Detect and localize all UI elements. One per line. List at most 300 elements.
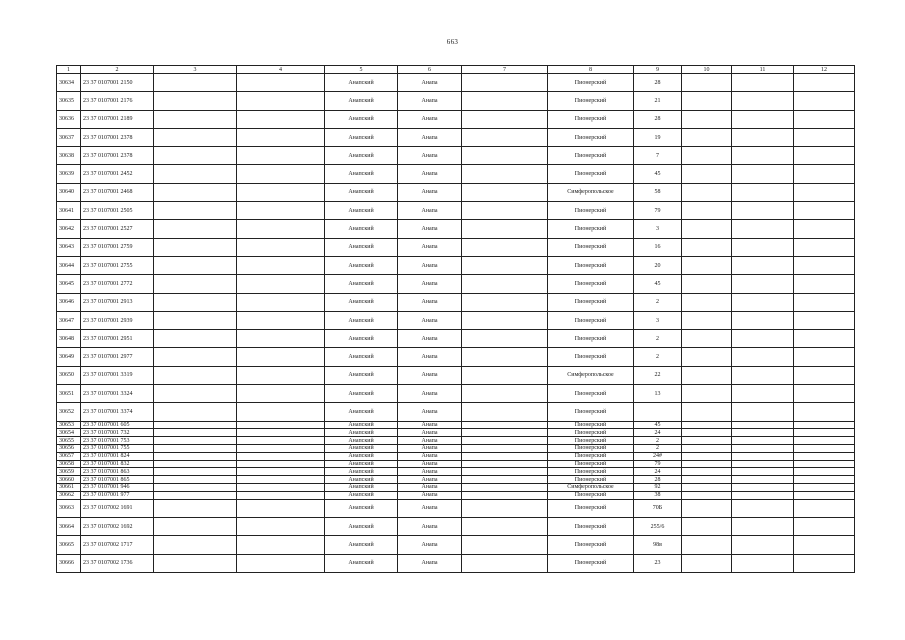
cell-empty: [682, 445, 732, 453]
cell-record-number: 30644: [57, 256, 81, 274]
cell-empty: [462, 554, 548, 572]
cell-empty: [154, 110, 237, 128]
cell-empty: [462, 421, 548, 429]
cell-district: Анапский: [325, 165, 398, 183]
cell-district: Анапский: [325, 92, 398, 110]
cell-city: Анапа: [398, 468, 462, 476]
cell-empty: [794, 74, 855, 92]
cell-empty: [237, 445, 325, 453]
cell-empty: [237, 554, 325, 572]
cell-empty: [462, 348, 548, 366]
table-row: [57, 476, 855, 484]
cell-empty: [154, 74, 237, 92]
cell-cadastral-number: 23 37 0107001 2939: [81, 311, 154, 329]
cell-city: Анапа: [398, 165, 462, 183]
table-row: [57, 293, 855, 311]
cell-city: Анапа: [398, 385, 462, 403]
cell-cadastral-number: 23 37 0107002 1691: [81, 499, 154, 517]
table-row: [57, 385, 855, 403]
cell-empty: [154, 147, 237, 165]
cell-empty: [732, 165, 794, 183]
cell-street: Симферопольское: [548, 484, 634, 492]
cell-cadastral-number: 23 37 0107001 732: [81, 429, 154, 437]
cell-empty: [682, 92, 732, 110]
cell-empty: [732, 311, 794, 329]
cell-empty: [682, 348, 732, 366]
cell-cadastral-number: 23 37 0107001 2527: [81, 220, 154, 238]
cell-city: Анапа: [398, 348, 462, 366]
cell-street: Пионерский: [548, 220, 634, 238]
cell-city: Анапа: [398, 293, 462, 311]
cell-house-number: 2: [634, 348, 682, 366]
cell-house-number: 20: [634, 256, 682, 274]
cell-empty: [237, 385, 325, 403]
cell-empty: [682, 499, 732, 517]
cell-empty: [732, 491, 794, 499]
column-header: 12: [794, 66, 855, 74]
cell-empty: [154, 476, 237, 484]
cell-district: Анапский: [325, 403, 398, 421]
cell-empty: [794, 437, 855, 445]
cell-empty: [462, 476, 548, 484]
cell-record-number: 30645: [57, 275, 81, 293]
cell-cadastral-number: 23 37 0107001 2772: [81, 275, 154, 293]
cell-house-number: 3: [634, 311, 682, 329]
cell-empty: [154, 468, 237, 476]
cell-city: Анапа: [398, 128, 462, 146]
cell-district: Анапский: [325, 491, 398, 499]
cell-house-number: 22: [634, 366, 682, 384]
cell-house-number: 24: [634, 468, 682, 476]
cell-house-number: 13: [634, 385, 682, 403]
cell-empty: [794, 484, 855, 492]
cell-record-number: 30654: [57, 429, 81, 437]
cell-district: Анапский: [325, 366, 398, 384]
cell-city: Анапа: [398, 476, 462, 484]
cell-empty: [732, 517, 794, 535]
cell-empty: [794, 468, 855, 476]
cell-empty: [462, 460, 548, 468]
cell-street: Пионерский: [548, 499, 634, 517]
cell-empty: [237, 256, 325, 274]
cell-empty: [462, 445, 548, 453]
column-header: 6: [398, 66, 462, 74]
cell-cadastral-number: 23 37 0107001 977: [81, 491, 154, 499]
cell-empty: [794, 366, 855, 384]
cell-record-number: 30663: [57, 499, 81, 517]
cell-empty: [462, 293, 548, 311]
cell-house-number: 92: [634, 484, 682, 492]
cell-cadastral-number: 23 37 0107001 3324: [81, 385, 154, 403]
cell-street: Пионерский: [548, 128, 634, 146]
cell-house-number: 70Б: [634, 499, 682, 517]
cell-empty: [154, 165, 237, 183]
cell-cadastral-number: 23 37 0107001 832: [81, 460, 154, 468]
cell-record-number: 30655: [57, 437, 81, 445]
cell-empty: [682, 468, 732, 476]
cell-empty: [732, 256, 794, 274]
cell-empty: [794, 421, 855, 429]
cell-empty: [154, 202, 237, 220]
cell-empty: [794, 220, 855, 238]
cell-empty: [237, 517, 325, 535]
cell-empty: [682, 421, 732, 429]
cell-empty: [237, 491, 325, 499]
cell-empty: [794, 445, 855, 453]
cell-house-number: 45: [634, 165, 682, 183]
cell-empty: [794, 128, 855, 146]
cell-empty: [462, 499, 548, 517]
table-row: [57, 499, 855, 517]
cell-district: Анапский: [325, 147, 398, 165]
cell-cadastral-number: 23 37 0107001 2913: [81, 293, 154, 311]
cell-empty: [154, 311, 237, 329]
cell-empty: [794, 110, 855, 128]
cell-empty: [154, 275, 237, 293]
cell-cadastral-number: 23 37 0107001 2977: [81, 348, 154, 366]
cell-empty: [732, 476, 794, 484]
cell-empty: [794, 403, 855, 421]
cell-empty: [732, 183, 794, 201]
cell-empty: [154, 421, 237, 429]
cell-city: Анапа: [398, 330, 462, 348]
cell-house-number: 19: [634, 128, 682, 146]
cell-city: Анапа: [398, 491, 462, 499]
cell-empty: [462, 437, 548, 445]
cell-empty: [732, 554, 794, 572]
cell-empty: [237, 128, 325, 146]
cell-record-number: 30659: [57, 468, 81, 476]
cell-empty: [462, 256, 548, 274]
cell-district: Анапский: [325, 220, 398, 238]
cell-city: Анапа: [398, 554, 462, 572]
cell-empty: [682, 517, 732, 535]
cell-empty: [237, 147, 325, 165]
cell-empty: [732, 484, 794, 492]
cell-district: Анапский: [325, 468, 398, 476]
cell-empty: [732, 147, 794, 165]
cell-city: Анапа: [398, 452, 462, 460]
cell-empty: [732, 536, 794, 554]
cell-empty: [732, 110, 794, 128]
table-row: [57, 554, 855, 572]
table-row: [57, 311, 855, 329]
cell-empty: [462, 491, 548, 499]
cell-record-number: 30666: [57, 554, 81, 572]
cell-cadastral-number: 23 37 0107001 2759: [81, 238, 154, 256]
cell-empty: [732, 421, 794, 429]
cell-empty: [732, 220, 794, 238]
table-row: [57, 256, 855, 274]
cell-district: Анапский: [325, 421, 398, 429]
cell-empty: [682, 256, 732, 274]
column-header: 2: [81, 66, 154, 74]
cell-empty: [154, 536, 237, 554]
cell-house-number: 3: [634, 220, 682, 238]
table-row: [57, 165, 855, 183]
cell-record-number: 30664: [57, 517, 81, 535]
table-row: [57, 183, 855, 201]
cell-record-number: 30647: [57, 311, 81, 329]
cell-record-number: 30651: [57, 385, 81, 403]
cell-empty: [237, 366, 325, 384]
column-header: 11: [732, 66, 794, 74]
cell-empty: [154, 385, 237, 403]
cell-empty: [237, 468, 325, 476]
table-row: [57, 110, 855, 128]
cell-empty: [794, 202, 855, 220]
cell-house-number: 2: [634, 293, 682, 311]
cell-record-number: 30640: [57, 183, 81, 201]
cell-record-number: 30658: [57, 460, 81, 468]
cell-empty: [154, 238, 237, 256]
cell-house-number: 58: [634, 183, 682, 201]
cell-city: Анапа: [398, 183, 462, 201]
table-row: [57, 517, 855, 535]
cell-empty: [732, 202, 794, 220]
cell-record-number: 30639: [57, 165, 81, 183]
cell-empty: [794, 385, 855, 403]
cell-empty: [154, 460, 237, 468]
cell-record-number: 30650: [57, 366, 81, 384]
cell-district: Анапский: [325, 437, 398, 445]
cell-street: Симферопольское: [548, 366, 634, 384]
cell-record-number: 30652: [57, 403, 81, 421]
cell-cadastral-number: 23 37 0107001 824: [81, 452, 154, 460]
cell-empty: [794, 238, 855, 256]
cell-empty: [462, 484, 548, 492]
land-registry-table: [56, 65, 855, 573]
cell-empty: [237, 429, 325, 437]
cell-city: Анапа: [398, 429, 462, 437]
cell-empty: [794, 517, 855, 535]
cell-empty: [732, 385, 794, 403]
cell-house-number: 24: [634, 429, 682, 437]
cell-record-number: 30657: [57, 452, 81, 460]
cell-district: Анапский: [325, 499, 398, 517]
cell-house-number: 255/6: [634, 517, 682, 535]
cell-empty: [237, 452, 325, 460]
table-row: [57, 128, 855, 146]
cell-empty: [794, 460, 855, 468]
cell-record-number: 30637: [57, 128, 81, 146]
cell-empty: [237, 165, 325, 183]
column-header: 3: [154, 66, 237, 74]
cell-district: Анапский: [325, 293, 398, 311]
cell-cadastral-number: 23 37 0107001 2505: [81, 202, 154, 220]
cell-empty: [682, 147, 732, 165]
table-row: [57, 421, 855, 429]
cell-empty: [682, 165, 732, 183]
cell-empty: [732, 128, 794, 146]
table-row: [57, 74, 855, 92]
cell-empty: [462, 468, 548, 476]
cell-district: Анапский: [325, 183, 398, 201]
cell-street: Пионерский: [548, 330, 634, 348]
cell-empty: [462, 517, 548, 535]
cell-empty: [154, 491, 237, 499]
cell-empty: [237, 437, 325, 445]
cell-empty: [794, 165, 855, 183]
header-row: [57, 66, 855, 74]
cell-record-number: 30646: [57, 293, 81, 311]
cell-empty: [732, 429, 794, 437]
cell-empty: [682, 74, 732, 92]
cell-city: Анапа: [398, 536, 462, 554]
cell-record-number: 30656: [57, 445, 81, 453]
cell-street: Пионерский: [548, 238, 634, 256]
cell-empty: [732, 468, 794, 476]
cell-empty: [237, 238, 325, 256]
cell-empty: [794, 491, 855, 499]
cell-empty: [682, 330, 732, 348]
cell-cadastral-number: 23 37 0107001 753: [81, 437, 154, 445]
cell-empty: [794, 499, 855, 517]
cell-empty: [682, 429, 732, 437]
cell-empty: [237, 183, 325, 201]
cell-house-number: 21: [634, 92, 682, 110]
cell-city: Анапа: [398, 275, 462, 293]
cell-cadastral-number: 23 37 0107001 3319: [81, 366, 154, 384]
cell-record-number: 30653: [57, 421, 81, 429]
column-header: 1: [57, 66, 81, 74]
cell-empty: [154, 366, 237, 384]
cell-cadastral-number: 23 37 0107001 2378: [81, 128, 154, 146]
table-row: [57, 202, 855, 220]
cell-city: Анапа: [398, 445, 462, 453]
cell-empty: [462, 183, 548, 201]
cell-empty: [682, 238, 732, 256]
cell-empty: [154, 330, 237, 348]
cell-street: Пионерский: [548, 476, 634, 484]
cell-empty: [154, 256, 237, 274]
table-row: [57, 491, 855, 499]
cell-empty: [237, 536, 325, 554]
cell-district: Анапский: [325, 536, 398, 554]
cell-empty: [462, 238, 548, 256]
cell-district: Анапский: [325, 460, 398, 468]
cell-district: Анапский: [325, 517, 398, 535]
cell-house-number: 7: [634, 147, 682, 165]
cell-empty: [462, 92, 548, 110]
cell-record-number: 30649: [57, 348, 81, 366]
cell-empty: [794, 293, 855, 311]
cell-district: Анапский: [325, 476, 398, 484]
cell-city: Анапа: [398, 238, 462, 256]
cell-street: Пионерский: [548, 92, 634, 110]
cell-record-number: 30661: [57, 484, 81, 492]
cell-street: Пионерский: [548, 460, 634, 468]
cell-empty: [154, 437, 237, 445]
cell-empty: [794, 554, 855, 572]
cell-empty: [154, 92, 237, 110]
cell-cadastral-number: 23 37 0107001 605: [81, 421, 154, 429]
cell-empty: [682, 437, 732, 445]
cell-empty: [682, 491, 732, 499]
table-row: [57, 437, 855, 445]
cell-empty: [682, 110, 732, 128]
cell-empty: [462, 311, 548, 329]
cell-city: Анапа: [398, 484, 462, 492]
cell-record-number: 30638: [57, 147, 81, 165]
cell-empty: [237, 499, 325, 517]
cell-empty: [732, 452, 794, 460]
cell-empty: [237, 476, 325, 484]
cell-empty: [462, 110, 548, 128]
cell-street: Пионерский: [548, 452, 634, 460]
cell-empty: [237, 202, 325, 220]
table-row: [57, 330, 855, 348]
cell-empty: [682, 202, 732, 220]
cell-empty: [682, 536, 732, 554]
table-body: [57, 74, 855, 573]
cell-district: Анапский: [325, 202, 398, 220]
cell-district: Анапский: [325, 275, 398, 293]
cell-house-number: 28: [634, 476, 682, 484]
cell-house-number: 28: [634, 74, 682, 92]
cell-street: Пионерский: [548, 437, 634, 445]
table-row: [57, 238, 855, 256]
cell-empty: [237, 275, 325, 293]
cell-city: Анапа: [398, 437, 462, 445]
cell-city: Анапа: [398, 517, 462, 535]
cell-street: Пионерский: [548, 468, 634, 476]
cell-house-number: 23: [634, 554, 682, 572]
cell-district: Анапский: [325, 385, 398, 403]
cell-empty: [237, 421, 325, 429]
cell-empty: [682, 385, 732, 403]
cell-street: Пионерский: [548, 293, 634, 311]
cell-empty: [462, 403, 548, 421]
table-row: [57, 429, 855, 437]
cell-cadastral-number: 23 37 0107001 2755: [81, 256, 154, 274]
cell-record-number: 30643: [57, 238, 81, 256]
cell-empty: [732, 348, 794, 366]
cell-house-number: 2: [634, 330, 682, 348]
cell-empty: [237, 484, 325, 492]
cell-city: Анапа: [398, 202, 462, 220]
cell-empty: [462, 128, 548, 146]
cell-house-number: 79: [634, 202, 682, 220]
cell-empty: [154, 554, 237, 572]
cell-record-number: 30634: [57, 74, 81, 92]
cell-house-number: 98в: [634, 536, 682, 554]
cell-street: Пионерский: [548, 256, 634, 274]
cell-district: Анапский: [325, 256, 398, 274]
cell-district: Анапский: [325, 238, 398, 256]
cell-record-number: 30648: [57, 330, 81, 348]
cell-empty: [682, 452, 732, 460]
cell-city: Анапа: [398, 92, 462, 110]
cell-house-number: 38: [634, 491, 682, 499]
cell-empty: [794, 476, 855, 484]
cell-empty: [732, 330, 794, 348]
cell-empty: [794, 183, 855, 201]
cell-record-number: 30635: [57, 92, 81, 110]
cell-empty: [462, 165, 548, 183]
cell-cadastral-number: 23 37 0107001 755: [81, 445, 154, 453]
cell-empty: [154, 452, 237, 460]
cell-empty: [154, 445, 237, 453]
cell-city: Анапа: [398, 366, 462, 384]
cell-cadastral-number: 23 37 0107001 2189: [81, 110, 154, 128]
cell-empty: [154, 293, 237, 311]
cell-empty: [682, 484, 732, 492]
cell-empty: [794, 92, 855, 110]
cell-empty: [237, 348, 325, 366]
cell-cadastral-number: 23 37 0107002 1717: [81, 536, 154, 554]
cell-record-number: 30642: [57, 220, 81, 238]
